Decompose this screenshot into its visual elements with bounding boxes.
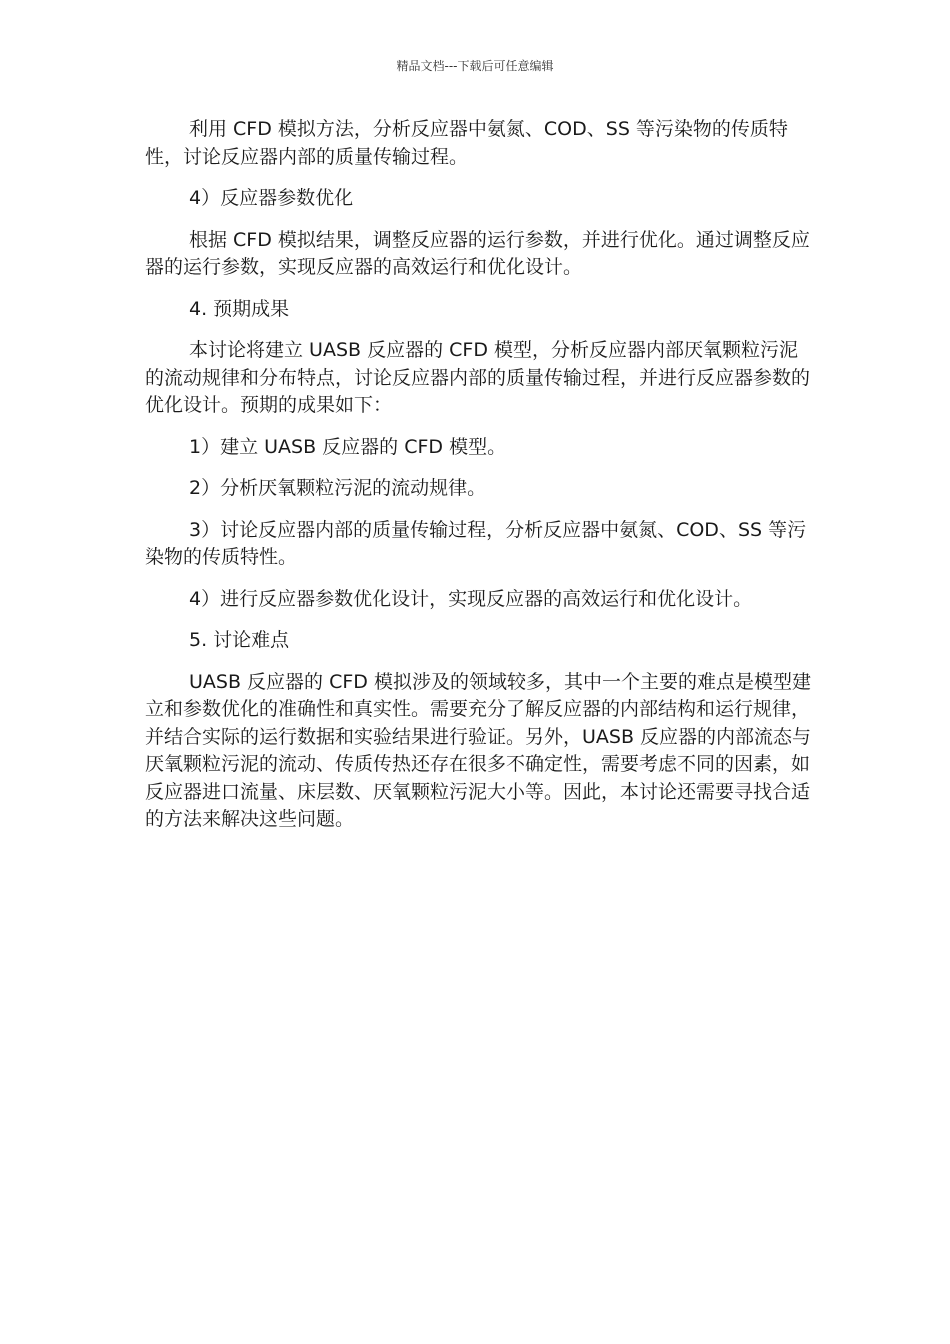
page-header: 精品文档---下载后可任意编辑 bbox=[396, 59, 554, 73]
paragraph-expected-results-intro: 本讨论将建立 UASB 反应器的 CFD 模型，分析反应器内部厌氧颗粒污泥的流动规律和分布特点，讨论反应器内部的质量传输过程，并进行反应器参数的优化设计。预期的成果如下： bbox=[145, 339, 811, 416]
paragraph-mass-transfer: 利用 CFD 模拟方法，分析反应器中氨氮、COD、SS 等污染物的传质特性，讨论反应器内部的质量传输过程。 bbox=[145, 118, 788, 168]
document-body bbox=[145, 116, 815, 848]
section-heading-expected-results: 4. 预期成果 bbox=[189, 297, 290, 320]
paragraph-optimization: 根据 CFD 模拟结果，调整反应器的运行参数，并进行优化。通过调整反应器的运行参数，实现反应器的高效运行和优化设计。 bbox=[145, 228, 810, 278]
list-item-result-4: 4）进行反应器参数优化设计，实现反应器的高效运行和优化设计。 bbox=[189, 587, 753, 610]
list-item-result-1: 1）建立 UASB 反应器的 CFD 模型。 bbox=[189, 435, 507, 458]
list-item-result-2: 2）分析厌氧颗粒污泥的流动规律。 bbox=[189, 477, 487, 499]
section-heading-difficulties: 5. 讨论难点 bbox=[189, 629, 290, 651]
subheading-parameter-optimization: 4）反应器参数优化 bbox=[189, 187, 354, 209]
paragraph-difficulties: UASB 反应器的 CFD 模拟涉及的领域较多，其中一个主要的难点是模型建立和参数优化的准确性和真实性。需要充分了解反应器的内部结构和运行规律，并结合实际的运行数据和实验结果进行验证。另外，UASB 反应器的内部流态与厌氧颗粒污泥的流动、传质传热还存在很多不确定性，需要考虑不同的因素，如反应器进口流量、床层数、厌氧颗粒污泥大小等。因此，本讨论还需要寻找合适的方法来解决这些问题。 bbox=[145, 670, 812, 830]
list-item-result-3: 3）讨论反应器内部的质量传输过程，分析反应器中氨氮、COD、SS 等污染物的传质特性。 bbox=[145, 518, 807, 568]
